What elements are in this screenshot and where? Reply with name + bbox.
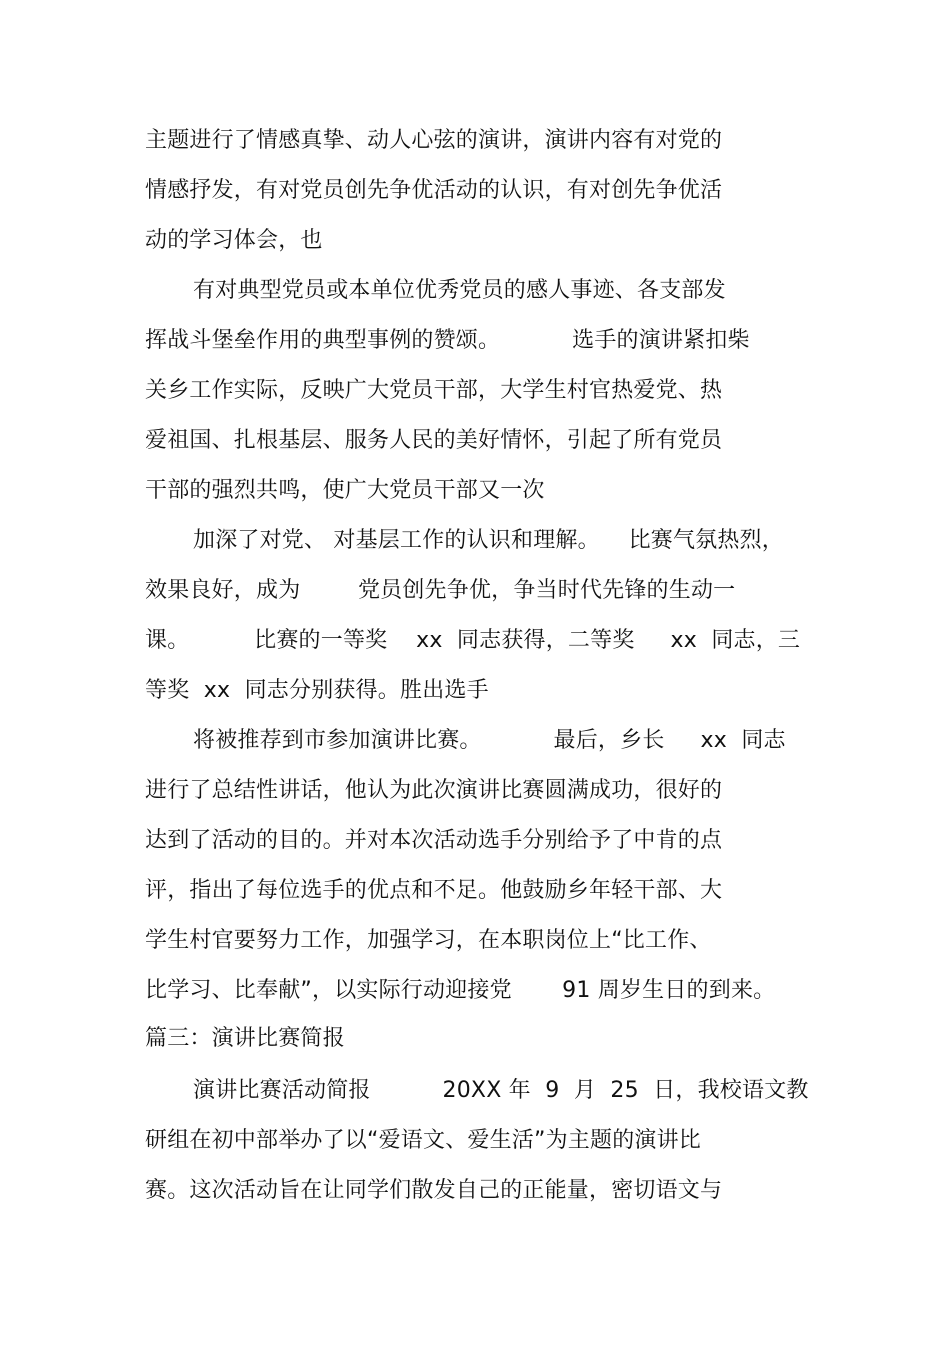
paragraph-first-line: 演讲比赛活动简报 20XX 年 9 月 25 日，我校语文教 xyxy=(193,1078,809,1103)
text-line: 情感抒发，有对党员创先争优活动的认识，有对创先争优活 xyxy=(145,178,723,203)
text-line: 评，指出了每位选手的优点和不足。他鼓励乡年轻干部、大 xyxy=(145,878,723,903)
text-line: 效果良好，成为 党员创先争优，争当时代先锋的生动一 xyxy=(145,578,736,603)
text-line: 比学习、比奉献”，以实际行动迎接党 91 周岁生日的到来。 xyxy=(145,978,776,1003)
paragraph-first-line: 加深了对党、 对基层工作的认识和理解。 比赛气氛热烈， xyxy=(193,528,784,553)
text-line: 等奖 xx 同志分别获得。胜出选手 xyxy=(145,678,489,703)
text-line: 达到了活动的目的。并对本次活动选手分别给予了中肯的点 xyxy=(145,828,723,853)
section-heading: 篇三：演讲比赛简报 xyxy=(145,1026,345,1051)
paragraph-first-line: 将被推荐到市参加演讲比赛。 最后，乡长 xx 同志 xyxy=(193,728,786,753)
text-line: 挥战斗堡垒作用的典型事例的赞颂。 选手的演讲紧扣柴 xyxy=(145,328,750,353)
text-line: 学生村官要努力工作，加强学习，在本职岗位上“比工作、 xyxy=(145,928,712,953)
text-line: 干部的强烈共鸣，使广大党员干部又一次 xyxy=(145,478,545,503)
text-line: 赛。这次活动旨在让同学们散发自己的正能量，密切语文与 xyxy=(145,1178,723,1203)
text-line: 关乡工作实际，反映广大党员干部，大学生村官热爱党、热 xyxy=(145,378,723,403)
text-line: 课。 比赛的一等奖 xx 同志获得，二等奖 xx 同志，三 xyxy=(145,628,801,653)
text-line: 研组在初中部举办了以“爱语文、爱生活”为主题的演讲比 xyxy=(145,1128,701,1153)
text-line: 进行了总结性讲话，他认为此次演讲比赛圆满成功，很好的 xyxy=(145,778,723,803)
text-line: 主题进行了情感真挚、动人心弦的演讲，演讲内容有对党的 xyxy=(145,128,723,153)
text-line: 爱祖国、扎根基层、服务人民的美好情怀，引起了所有党员 xyxy=(145,428,723,453)
text-line: 动的学习体会，也 xyxy=(145,228,323,253)
paragraph-first-line: 有对典型党员或本单位优秀党员的感人事迹、各支部发 xyxy=(193,278,726,303)
